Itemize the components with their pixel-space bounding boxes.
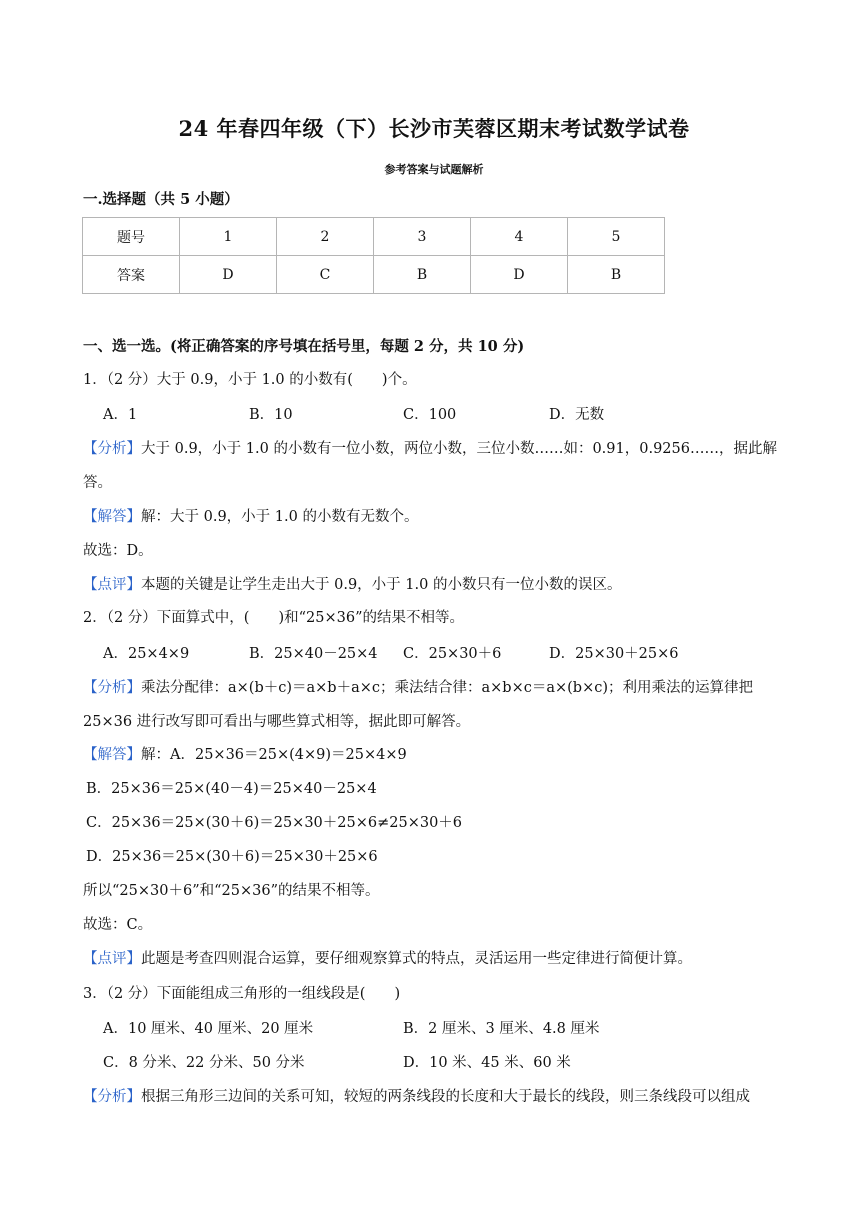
table-cell: D — [471, 256, 568, 294]
q2-solution-d: D．25×36＝25×(30＋6)＝25×30＋25×6 — [86, 849, 378, 865]
q3-option-b: B．2 厘米、3 厘米、4.8 厘米 — [403, 1021, 600, 1037]
section-heading-choice: 一.选择题（共 5 小题） — [83, 191, 239, 208]
table-cell: 3 — [374, 218, 471, 256]
table-cell: 题号 — [83, 218, 180, 256]
q2-comment — [83, 950, 692, 968]
q2-analysis-cont: 25×36 进行改写即可看出与哪些算式相等，据此即可解答。 — [83, 714, 471, 730]
table-cell: 1 — [180, 218, 277, 256]
table-cell: B — [568, 256, 665, 294]
q3-stem: 3．（2 分）下面能组成三角形的一组线段是( ) — [83, 986, 401, 1002]
solution-tag: 【解答】 — [83, 747, 141, 763]
table-cell: 4 — [471, 218, 568, 256]
q1-analysis — [83, 440, 777, 458]
q1-comment — [83, 576, 621, 594]
analysis-tag: 【分析】 — [83, 680, 141, 696]
q3-option-d: D．10 米、45 米、60 米 — [403, 1055, 571, 1071]
q2-conclusion: 所以“25×30＋6”和“25×36”的结果不相等。 — [83, 883, 380, 899]
q2-stem: 2．（2 分）下面算式中，( )和“25×36”的结果不相等。 — [83, 610, 464, 626]
q1-comment-text: 本题的关键是让学生走出大于 0.9，小于 1.0 的小数只有一位小数的误区。 — [141, 577, 622, 593]
q1-option-a: A．1 — [103, 407, 138, 423]
q3-analysis — [83, 1088, 750, 1106]
q3-analysis-text: 根据三角形三边间的关系可知，较短的两条线段的长度和大于最长的线段，则三条线段可以组成 — [141, 1089, 750, 1105]
q1-solution-text: 解：大于 0.9，小于 1.0 的小数有无数个。 — [141, 509, 419, 525]
analysis-tag: 【分析】 — [83, 1089, 141, 1105]
solution-tag: 【解答】 — [83, 509, 141, 525]
table-row — [83, 256, 665, 294]
table-cell: 答案 — [83, 256, 180, 294]
answer-table — [82, 217, 665, 294]
analysis-tag: 【分析】 — [83, 441, 141, 457]
document-subtitle: 参考答案与试题解析 — [384, 163, 484, 176]
q1-option-b: B．10 — [249, 407, 293, 423]
q3-option-a: A．10 厘米、40 厘米、20 厘米 — [103, 1021, 314, 1037]
table-cell: 2 — [277, 218, 374, 256]
q3-option-c: C．8 分米、22 分米、50 分米 — [103, 1055, 305, 1071]
q2-analysis-text: 乘法分配律：a×(b＋c)＝a×b＋a×c；乘法结合律：a×b×c＝a×(b×c)；利用乘法的运算律把 — [141, 680, 754, 696]
q1-choice: 故选：D。 — [83, 543, 153, 559]
q1-option-c: C．100 — [403, 407, 457, 423]
q2-analysis — [83, 679, 753, 697]
q2-choice: 故选：C。 — [83, 917, 153, 933]
q2-comment-text: 此题是考查四则混合运算，要仔细观察算式的特点，灵活运用一些定律进行简便计算。 — [141, 951, 692, 967]
q2-option-c: C．25×30＋6 — [403, 646, 502, 662]
section-heading-fill: 一、选一选。(将正确答案的序号填在括号里，每题 2 分，共 10 分) — [83, 338, 525, 355]
q2-option-b: B．25×40－25×4 — [249, 646, 378, 662]
q1-analysis-cont: 答。 — [83, 475, 112, 491]
q2-solution-b: B．25×36＝25×(40－4)＝25×40－25×4 — [86, 781, 377, 797]
table-row — [83, 218, 665, 256]
table-cell: D — [180, 256, 277, 294]
table-cell: C — [277, 256, 374, 294]
document-title: 24 年春四年级（下）长沙市芙蓉区期末考试数学试卷 — [178, 116, 690, 141]
q2-option-a: A．25×4×9 — [103, 646, 190, 662]
comment-tag: 【点评】 — [83, 951, 141, 967]
q2-solution — [83, 746, 407, 764]
table-cell: B — [374, 256, 471, 294]
q1-analysis-text: 大于 0.9，小于 1.0 的小数有一位小数，两位小数，三位小数……如：0.91，0.9256……，据此解 — [141, 441, 777, 457]
q2-option-d: D．25×30＋25×6 — [549, 646, 679, 662]
q1-option-d: D．无数 — [549, 407, 605, 423]
q2-solution-a: 解：A．25×36＝25×(4×9)＝25×4×9 — [141, 747, 407, 763]
table-cell: 5 — [568, 218, 665, 256]
q1-solution — [83, 508, 418, 526]
q1-stem: 1．（2 分）大于 0.9，小于 1.0 的小数有( )个。 — [83, 372, 417, 388]
comment-tag: 【点评】 — [83, 577, 141, 593]
q2-solution-c: C．25×36＝25×(30＋6)＝25×30＋25×6≠25×30＋6 — [86, 815, 463, 831]
